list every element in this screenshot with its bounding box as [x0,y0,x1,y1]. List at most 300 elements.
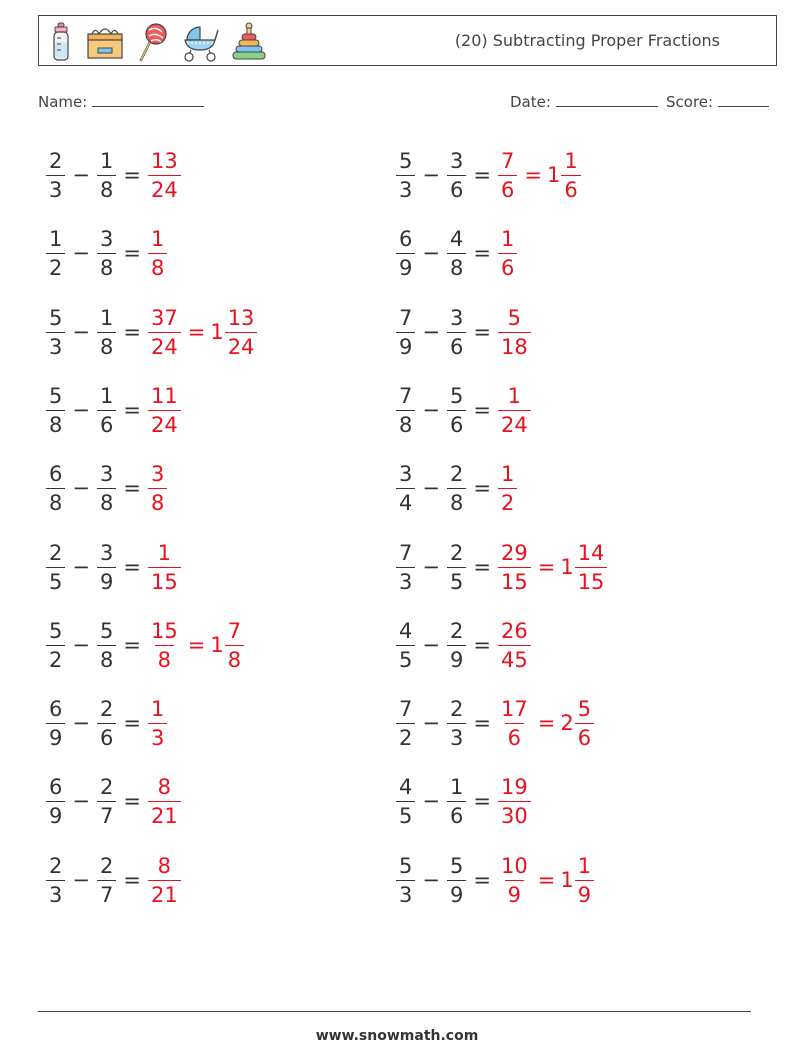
numerator: 5 [49,383,63,408]
numerator: 1 [564,149,578,173]
denominator: 8 [155,645,174,671]
answer [496,775,533,827]
equals-sign: = [473,476,491,501]
fraction [146,227,169,279]
denominator: 15 [575,567,608,593]
denominator: 7 [97,880,116,906]
problem-item [394,377,533,443]
numerator: 7 [399,383,413,408]
problem-item [394,299,533,365]
fraction [146,619,183,671]
numerator: 5 [507,305,522,330]
denominator: 24 [498,410,531,436]
minus-sign: − [72,789,90,814]
numerator: 1 [500,227,515,252]
numerator: 2 [99,853,114,878]
fraction [496,541,533,593]
fraction [44,306,67,358]
minus-sign: − [72,632,90,657]
numerator: 5 [399,149,413,173]
fraction [44,227,67,279]
answer [496,619,533,671]
numerator: 7 [227,618,242,643]
denominator: 2 [498,488,517,514]
mixed-fraction [575,697,596,749]
denominator: 9 [447,645,466,671]
numerator: 3 [449,149,464,173]
denominator: 6 [575,723,594,749]
denominator: 8 [46,410,65,436]
fraction [95,384,118,436]
equals-sign: = [123,789,141,814]
answer [496,149,583,201]
mixed-whole: 1 [210,632,224,657]
problem-item [44,455,169,521]
fraction [95,775,118,827]
denominator: 9 [505,880,524,906]
fraction [496,149,519,201]
fraction [44,697,67,749]
fraction [394,306,417,358]
denominator: 9 [396,253,415,279]
minus-sign: − [72,163,90,187]
denominator: 24 [225,332,258,358]
score-label: Score: [666,93,714,111]
numerator: 5 [399,853,413,878]
numerator: 3 [99,462,114,487]
answer [146,227,169,279]
fraction [146,149,183,201]
equals-sign: = [473,397,491,422]
fraction [394,227,417,279]
numerator: 2 [49,853,63,878]
numerator: 4 [449,227,464,252]
denominator: 8 [97,488,116,514]
denominator: 9 [97,567,116,593]
fraction [394,619,417,671]
denominator: 9 [46,723,65,749]
minus-sign: − [422,241,440,266]
numerator: 3 [399,462,413,487]
minus-sign: − [422,711,440,736]
numerator: 14 [577,540,605,565]
denominator: 15 [148,567,181,593]
fraction [445,227,468,279]
answer [496,306,533,358]
equals-sign: = [123,163,141,187]
numerator: 17 [500,697,528,722]
name-field [38,92,204,111]
fraction [445,854,468,906]
fraction [44,384,67,436]
fraction [394,149,417,201]
numerator: 1 [449,775,464,800]
denominator: 24 [148,175,181,201]
denominator: 21 [148,801,181,827]
score-blank[interactable] [718,92,769,107]
numerator: 1 [49,227,63,252]
numerator: 3 [449,305,464,330]
answer [496,697,596,749]
numerator: 2 [99,697,114,722]
mixed-fraction [561,149,582,201]
numerator: 7 [500,149,515,173]
numerator: 5 [449,383,464,408]
minus-sign: − [422,632,440,657]
numerator: 1 [99,149,114,173]
denominator: 8 [46,488,65,514]
numerator: 5 [49,305,63,330]
equals-sign: = [473,319,491,344]
fraction [146,384,183,436]
denominator: 9 [447,880,466,906]
equals-sign: = [123,241,141,266]
minus-sign: − [422,867,440,892]
date-label: Date: [510,93,551,111]
numerator: 7 [399,540,413,565]
denominator: 6 [447,410,466,436]
fraction [445,149,468,201]
numerator: 2 [49,540,63,565]
fraction [445,541,468,593]
denominator: 6 [447,175,466,201]
minus-sign: − [72,397,90,422]
tissue-box-icon [85,22,125,62]
equals-sign: = [537,711,556,736]
fraction [445,384,468,436]
numerator: 5 [449,853,464,878]
fraction [146,306,183,358]
answer [146,541,183,593]
denominator: 6 [97,410,116,436]
fraction [394,854,417,906]
fraction [496,227,519,279]
numerator: 2 [49,149,63,173]
numerator: 4 [399,775,413,800]
baby-bottle-icon [49,22,73,62]
equals-sign: = [187,632,206,657]
equals-sign: = [123,476,141,501]
denominator: 3 [46,175,65,201]
mixed-fraction [225,619,246,671]
fraction [394,384,417,436]
fraction [44,619,67,671]
minus-sign: − [72,867,90,892]
denominator: 30 [498,801,531,827]
fraction [95,227,118,279]
denominator: 6 [505,723,524,749]
mixed-whole: 2 [560,711,574,736]
fraction [44,541,67,593]
numerator: 5 [577,697,592,722]
fraction [146,697,169,749]
score-field [666,92,769,111]
denominator: 6 [447,332,466,358]
fraction [146,541,183,593]
fraction [146,462,169,514]
mixed-whole: 1 [210,319,224,344]
numerator: 8 [157,853,172,878]
problem-item [44,377,183,443]
fraction [95,619,118,671]
numerator: 11 [150,383,178,408]
equals-sign: = [473,241,491,266]
minus-sign: − [422,397,440,422]
fraction [394,541,417,593]
fraction [496,462,519,514]
denominator: 8 [97,175,116,201]
fraction [445,619,468,671]
denominator: 18 [498,332,531,358]
numerator: 7 [399,697,413,722]
denominator: 8 [225,645,244,671]
problem-item [394,612,533,678]
header-box [38,15,777,66]
equals-sign: = [123,554,141,579]
minus-sign: − [72,319,90,344]
numerator: 2 [449,618,464,643]
baby-stroller-icon [181,22,219,62]
answer [146,149,183,201]
fraction [95,697,118,749]
mixed-whole: 1 [560,867,574,892]
denominator: 24 [148,332,181,358]
answer [496,854,596,906]
denominator: 9 [46,801,65,827]
denominator: 8 [97,645,116,671]
denominator: 5 [396,645,415,671]
numerator: 29 [500,540,528,565]
denominator: 6 [97,723,116,749]
problem-item [44,220,169,286]
numerator: 4 [399,618,413,643]
mixed-fraction [575,854,596,906]
equals-sign: = [473,554,491,579]
denominator: 2 [396,723,415,749]
denominator: 24 [148,410,181,436]
numerator: 26 [500,618,528,643]
numerator: 1 [150,227,165,252]
fraction [146,854,183,906]
fraction [496,384,533,436]
minus-sign: − [72,241,90,266]
equals-sign: = [473,789,491,814]
minus-sign: − [72,476,90,501]
denominator: 7 [97,801,116,827]
denominator: 8 [97,253,116,279]
problem-item [394,220,519,286]
numerator: 7 [399,305,413,330]
numerator: 6 [49,697,63,722]
answer [496,384,533,436]
fraction [445,306,468,358]
denominator: 8 [148,253,167,279]
minus-sign: − [422,554,440,579]
denominator: 5 [447,567,466,593]
name-label: Name: [38,93,88,111]
problem-item [394,768,533,834]
numerator: 10 [500,853,528,878]
equals-sign: = [473,163,491,187]
answer [496,462,519,514]
fraction [496,697,533,749]
answer [146,384,183,436]
problem-item [394,690,596,756]
denominator: 4 [396,488,415,514]
numerator: 1 [157,540,172,565]
fraction [445,697,468,749]
denominator: 6 [498,175,517,201]
numerator: 5 [49,618,63,643]
date-field [510,92,658,111]
problem-item [394,142,583,208]
answer [496,541,609,593]
numerator: 37 [150,305,178,330]
numerator: 3 [99,227,114,252]
numerator: 6 [49,775,63,800]
denominator: 45 [498,645,531,671]
fraction [496,619,533,671]
fraction [496,306,533,358]
denominator: 6 [447,801,466,827]
fraction [95,306,118,358]
fraction [95,462,118,514]
equals-sign: = [123,632,141,657]
fraction [445,775,468,827]
answer [146,462,169,514]
equals-sign: = [473,867,491,892]
fraction [394,462,417,514]
minus-sign: − [422,789,440,814]
header-icons [49,22,267,62]
equals-sign: = [473,632,491,657]
numerator: 2 [99,775,114,800]
fraction [44,854,67,906]
numerator: 15 [150,618,178,643]
lollipop-icon [137,22,169,62]
denominator: 6 [498,253,517,279]
denominator: 5 [396,801,415,827]
problem-item [44,847,183,913]
minus-sign: − [422,476,440,501]
denominator: 15 [498,567,531,593]
problem-item [44,768,183,834]
equals-sign: = [524,163,542,187]
minus-sign: − [422,319,440,344]
numerator: 5 [99,618,114,643]
problem-item [44,690,169,756]
denominator: 8 [148,488,167,514]
mixed-whole: 1 [546,163,561,187]
denominator: 21 [148,880,181,906]
denominator: 8 [97,332,116,358]
fraction [496,854,533,906]
name-blank[interactable] [92,92,204,107]
problem-item [44,299,259,365]
denominator: 8 [396,410,415,436]
equals-sign: = [123,867,141,892]
equals-sign: = [187,319,206,344]
fraction [95,854,118,906]
numerator: 2 [449,697,464,722]
answer [146,619,246,671]
answer [146,306,259,358]
fraction [146,775,183,827]
fraction [394,697,417,749]
problem-item [44,534,183,600]
equals-sign: = [473,711,491,736]
mixed-whole: 1 [560,554,574,579]
denominator: 2 [46,645,65,671]
footer-divider [38,1011,751,1012]
equals-sign: = [537,867,556,892]
fraction [44,149,67,201]
page-title: (20) Subtracting Proper Fractions [454,31,720,50]
equals-sign: = [123,711,141,736]
denominator: 3 [396,175,415,201]
numerator: 3 [99,540,114,565]
equals-sign: = [123,319,141,344]
answer [146,775,183,827]
problem-item [44,612,246,678]
problem-item [44,142,183,208]
answer [496,227,519,279]
fraction [445,462,468,514]
numerator: 13 [150,149,178,173]
denominator: 3 [396,880,415,906]
minus-sign: − [72,554,90,579]
answer [146,697,169,749]
numerator: 1 [99,305,114,330]
fraction [95,541,118,593]
numerator: 1 [500,462,515,487]
denominator: 2 [46,253,65,279]
numerator: 19 [500,775,528,800]
numerator: 13 [227,305,255,330]
denominator: 3 [46,332,65,358]
denominator: 5 [46,567,65,593]
answer [146,854,183,906]
equals-sign: = [123,397,141,422]
numerator: 6 [49,462,63,487]
denominator: 3 [447,723,466,749]
denominator: 6 [561,175,580,201]
numerator: 2 [449,462,464,487]
numerator: 3 [150,462,165,487]
problem-item [394,847,596,913]
stacking-rings-icon [231,22,267,62]
mixed-fraction [575,541,610,593]
footer-url: www.snowmath.com [315,1028,479,1044]
date-blank[interactable] [556,92,658,107]
denominator: 9 [575,880,594,906]
problem-item [394,534,609,600]
numerator: 8 [157,775,172,800]
fraction [95,149,118,201]
denominator: 3 [396,567,415,593]
fraction [44,462,67,514]
denominator: 8 [447,488,466,514]
numerator: 6 [399,227,413,252]
numerator: 2 [449,540,464,565]
numerator: 1 [99,383,114,408]
equals-sign: = [537,554,556,579]
minus-sign: − [72,711,90,736]
fraction [394,775,417,827]
numerator: 1 [150,697,165,722]
minus-sign: − [422,163,440,187]
fraction [44,775,67,827]
